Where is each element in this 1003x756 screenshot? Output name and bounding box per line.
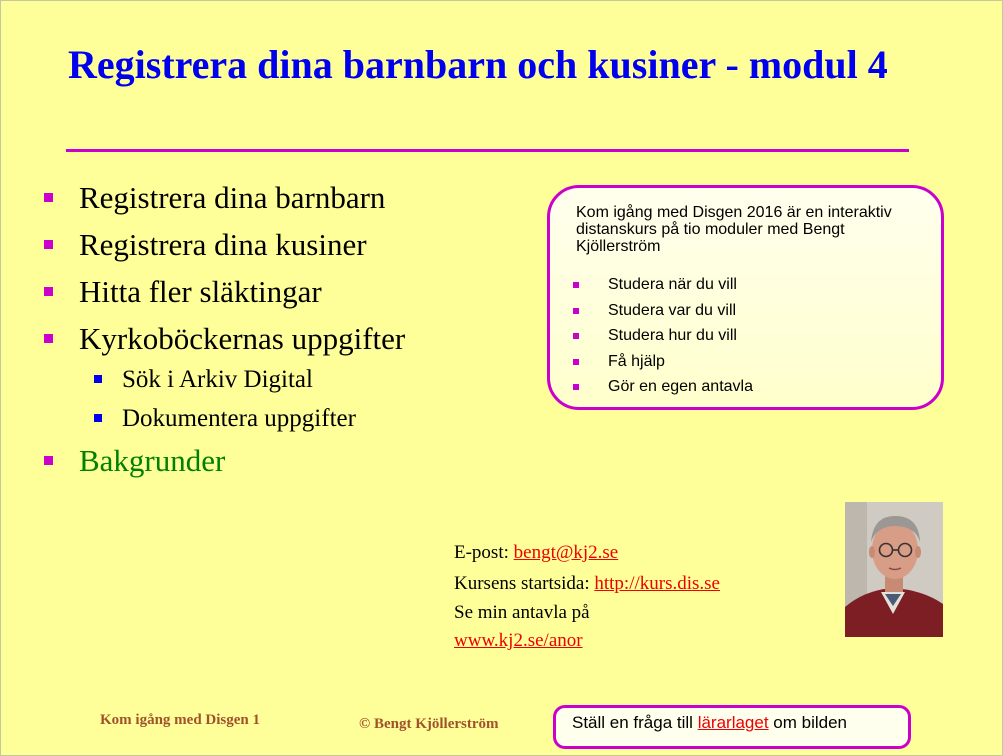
list-item <box>40 225 480 265</box>
footer-copyright: © Bengt Kjöllerström <box>359 716 499 732</box>
list-item <box>570 349 753 375</box>
list-item-label: Registrera dina barnbarn <box>79 180 386 215</box>
ask-suffix: om bilden <box>773 713 848 732</box>
sub-list-item <box>40 363 480 396</box>
teacher-team-link[interactable]: lärarlaget <box>697 713 769 732</box>
email-label: E-post: <box>454 542 509 563</box>
bullet-square-icon <box>573 282 579 288</box>
list-item-label: Kyrkoböckernas uppgifter <box>79 321 406 356</box>
sub-list-item <box>40 402 480 435</box>
bullet-square-icon <box>44 334 53 343</box>
footer-course-name: Kom igång med Disgen 1 <box>100 712 261 728</box>
course-info-box <box>547 185 944 410</box>
email-row <box>454 537 834 568</box>
ask-question-box <box>553 705 911 749</box>
list-item <box>40 178 480 218</box>
bullet-square-icon <box>44 456 53 465</box>
course-intro-text: Kom igång med Disgen 2016 är en interaktiv distanskurs på tio moduler med Bengt Kjöllerström <box>576 204 892 255</box>
list-item-label[interactable]: Bakgrunder <box>79 443 226 478</box>
ask-prefix: Ställ en fråga till <box>572 713 693 732</box>
bullet-square-icon <box>44 287 53 296</box>
list-item <box>570 272 753 298</box>
bullet-square-icon <box>573 308 579 314</box>
bullet-square-icon <box>94 375 102 383</box>
email-link[interactable]: bengt@kj2.se <box>513 542 619 563</box>
author-photo <box>845 502 943 637</box>
list-item <box>40 272 480 312</box>
start-page-row <box>454 568 834 599</box>
bullet-square-icon <box>573 333 579 339</box>
author-portrait-image <box>845 502 943 637</box>
family-tree-label: Se min antavla på <box>454 602 590 623</box>
contact-info <box>454 537 834 655</box>
list-item-label: Registrera dina kusiner <box>79 227 367 262</box>
course-benefits-list <box>570 272 753 400</box>
sub-list-item-label: Sök i Arkiv Digital <box>122 366 313 393</box>
list-item-label: Hitta fler släktingar <box>79 274 322 309</box>
list-item <box>570 323 753 349</box>
list-item-label: Få hjälp <box>608 352 665 370</box>
list-item <box>40 319 480 359</box>
list-item-label: Gör en egen antavla <box>608 378 753 395</box>
list-item-label: Studera när du vill <box>608 276 737 293</box>
bullet-square-icon <box>44 240 53 249</box>
slide-title: Registrera dina barnbarn och kusiner - modul 4 <box>68 42 888 87</box>
bullet-square-icon <box>573 359 579 365</box>
list-item <box>570 374 753 400</box>
list-item-label: Studera var du vill <box>608 301 737 319</box>
family-tree-row <box>454 627 834 655</box>
topic-list <box>40 178 480 488</box>
bullet-square-icon <box>44 193 53 202</box>
start-page-link[interactable]: http://kurs.dis.se <box>594 573 720 594</box>
list-item-bakgrunder[interactable] <box>40 441 480 481</box>
sub-list-item-label: Dokumentera uppgifter <box>122 405 356 432</box>
bullet-square-icon <box>94 414 102 422</box>
list-item <box>570 298 753 324</box>
list-item-label: Studera hur du vill <box>608 327 737 344</box>
bullet-square-icon <box>573 384 579 390</box>
family-tree-link[interactable]: www.kj2.se/anor <box>454 630 583 651</box>
title-divider <box>66 149 909 152</box>
start-page-label: Kursens startsida: <box>454 573 590 594</box>
